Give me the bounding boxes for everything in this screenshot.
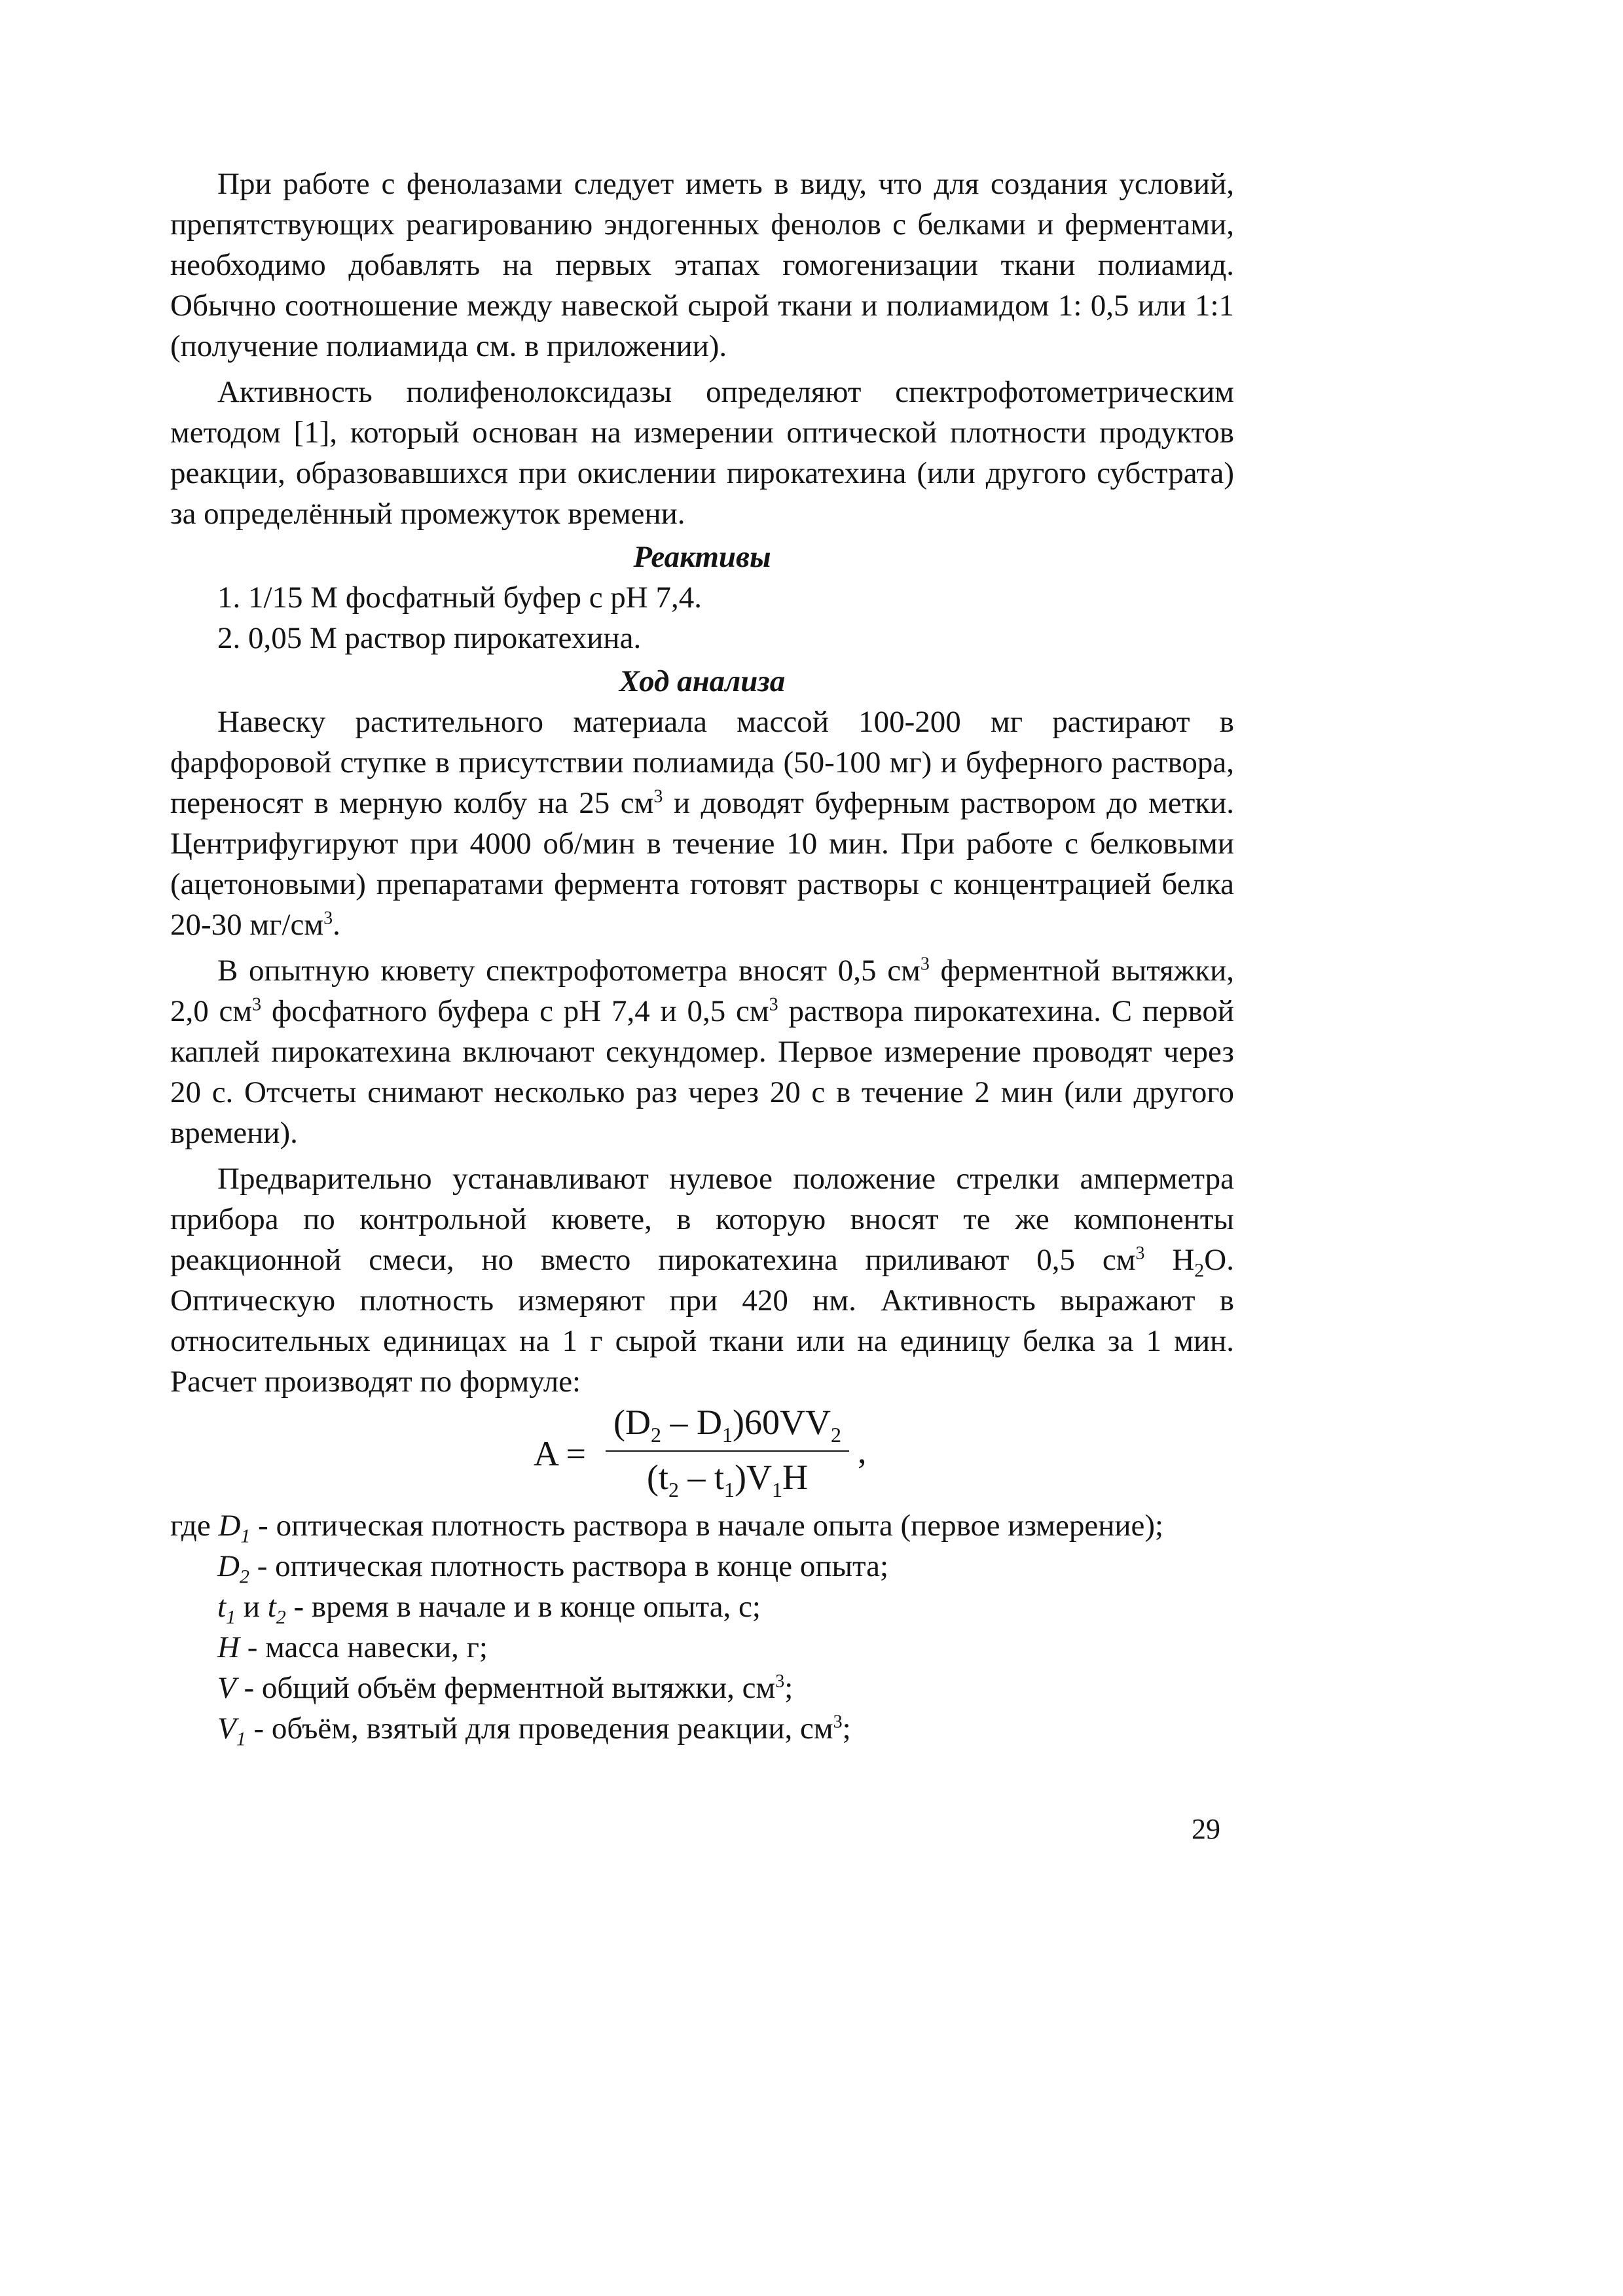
reagent-item-2: 2. 0,05 М раствор пирокатехина. (217, 621, 642, 655)
text-column (170, 164, 1234, 1749)
definition-total-volume: V - общий объём ферментной вытяжки, $см^3$; (217, 1671, 793, 1705)
page-number: 29 (1192, 1813, 1220, 1845)
paragraph-cuvette: В опытную кювету спектрофотометра вносят 0,5 $см^3$ ферментной вытяжки, 2,0 $см^3$ фосфатного буфера с рН 7,4 и 0,5 $см^3$ раствора пирокатехина. С первой каплей пирокатехина включают секундомер. Первое измерение проводят через 20 с. Отсчеты снимают несколько раз через 20 с в течение 2 мин (или другого времени). (170, 954, 1234, 1150)
formula-denominator: $(t_2 - t_1)V_1H$ (647, 1458, 808, 1501)
definition-d2: $D_2$ - оптическая плотность раствора в конце опыта; (217, 1549, 889, 1588)
formula-comma: , (858, 1431, 867, 1471)
heading-reagents: Реактивы (633, 540, 771, 574)
reagent-item-1: 1. 1/15 М фосфатный буфер с рН 7,4. (217, 581, 702, 615)
paragraph-sample-prep: Навеску растительного материала массой 100-200 мг растирают в фарфоровой ступке в присутствии полиамида (50-100 мг) и буферного раствора, переносят в мерную колбу на 25 $см^3$ и доводят буферным раствором до метки. Центрифугируют при 4000 об/мин в течение 10 мин. При работе с белковыми (ацетоновыми) препаратами фермента готовят растворы с концентрацией белка 20-30 $мг/см^3$. (170, 705, 1234, 942)
formula-fraction (606, 1403, 849, 1501)
definition-d1: где $D_1$ - оптическая плотность раствора в начале опыта (первое измерение); (170, 1509, 1164, 1547)
paragraph-phenolase-note: При работе с фенолазами следует иметь в виду, что для создания условий, препятствующих реагированию эндогенных фенолов с белками и ферментами, необходимо добавлять на первых этапах гомогенизации ткани полиамид. Обычно соотношение между навеской сырой ткани и полиамидом 1: 0,5 или 1:1 (получение полиамида см. в приложении). (170, 167, 1234, 363)
heading-analysis: Ход анализа (619, 664, 786, 698)
formula-lhs: A = (534, 1434, 586, 1473)
formula-numerator: $(D_2 - D_1)60VV_2$ (613, 1403, 841, 1446)
paragraph-calibration: Предварительно устанавливают нулевое положение стрелки амперметра прибора по контрольной кювете, в которую вносят те же компоненты реакционной смеси, но вместо пирокатехина приливают 0,5 $см^3$ $Н_2О$. Оптическую плотность измеряют при 420 нм. Активность выражают в относительных единицах на 1 г сырой ткани или на единицу белка за 1 мин. Расчет производят по формуле: (170, 1162, 1234, 1399)
definition-mass: Н - масса навески, г; (217, 1630, 488, 1664)
formula-block (170, 1403, 1234, 1501)
definition-time: $t_1$ и $t_2$ - время в начале и в конце опыта, с; (217, 1590, 761, 1628)
definition-reaction-volume: $V_1$ - объём, взятый для проведения реакции, $см^3$; (217, 1712, 851, 1750)
paragraph-method: Активность полифенолоксидазы определяют спектрофотометрическим методом [1], который основан на измерении оптической плотности продуктов реакции, образовавшихся при окислении пирокатехина (или другого субстрата) за определённый промежуток времени. (170, 375, 1234, 531)
fraction-bar (606, 1450, 849, 1452)
